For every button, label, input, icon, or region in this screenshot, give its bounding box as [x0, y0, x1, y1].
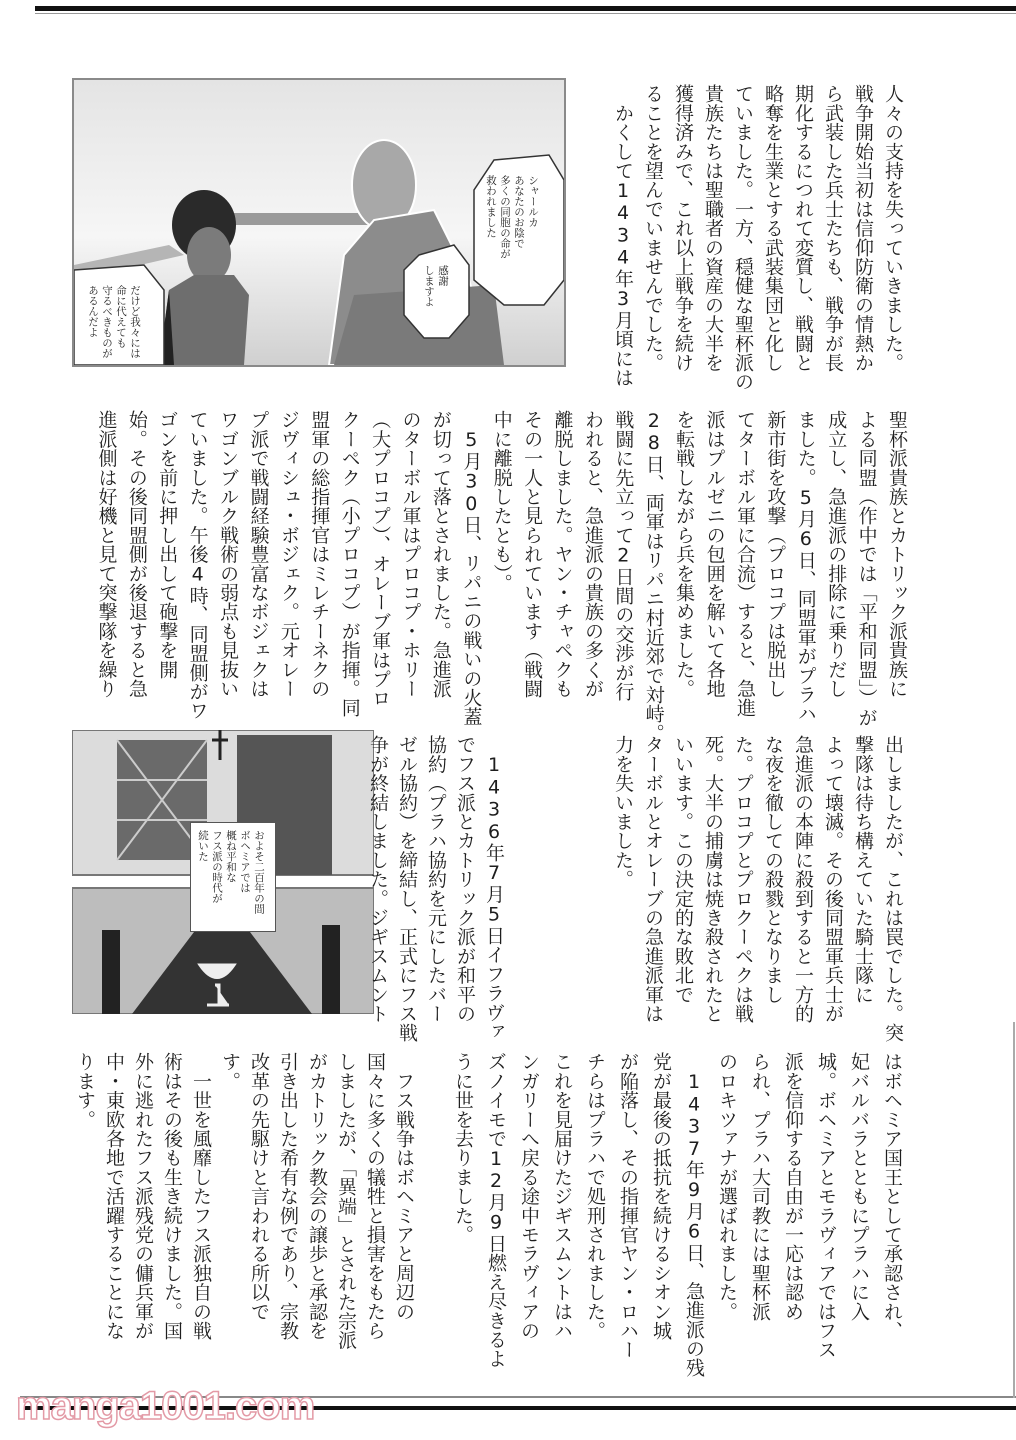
watermark-logo: manga1001.com: [16, 1384, 315, 1428]
text-column: よって壊滅。その後同盟軍兵士が: [822, 735, 844, 1023]
page-edge-tab: [1013, 1022, 1015, 1398]
text-column: 力を失いました。: [612, 735, 634, 889]
bubble-line: 感謝: [437, 265, 449, 286]
text-column: 妃バルバラとともにプラハに入: [848, 1052, 870, 1321]
caption-line: フス派の時代が: [211, 830, 223, 904]
caption-line: およそ二百年の間: [253, 830, 265, 914]
text-column: 人々の支持を失っていきました。: [882, 84, 904, 372]
text-column: 新市街を攻撃（プロコプは脱出し: [764, 410, 787, 698]
text-column: 死。大半の捕虜は焼き殺されたと: [702, 735, 724, 1023]
text-column: 急進派の本陣に殺到すると一方的: [792, 735, 814, 1023]
text-column: 5月30日、リパニの戦いの火蓋: [460, 410, 483, 727]
text-column: ていました。午後4時、同盟側がワ: [186, 410, 209, 721]
bubble-line: しますよ: [423, 265, 435, 307]
text-column: 始。その後同盟側が後退すると急: [125, 410, 148, 698]
text-column: られ、プラハ大司教には聖杯派: [749, 1052, 771, 1321]
text-column: 協約（プラハ協約を元にしたバー: [425, 735, 447, 1023]
text-column: 1437年9月6日、急進派の残: [683, 1052, 705, 1378]
text-column: ていました。一方、穏健な聖杯派の: [732, 84, 754, 392]
text-column: 派はプルゼニの包囲を解いて各地: [703, 410, 726, 698]
text-column: 略奪を生業とする武装集団と化し: [762, 84, 784, 372]
text-column: 争が終結しました。ジギスムント: [367, 735, 389, 1023]
text-block-intro: [608, 84, 908, 392]
text-column: 28日、両軍はリパニ村近郊で対峙。: [642, 410, 665, 743]
text-column: 戦争開始当初は信仰防衛の情熱か: [852, 84, 874, 372]
text-column: 派を信仰する自由が一応は認め: [782, 1052, 804, 1321]
text-column: 貴族たちは聖職者の資産の大半を: [702, 84, 724, 372]
caption-line: 概ね平和な: [225, 830, 237, 883]
text-column: 離脱しました。ヤン・チャペクも: [551, 410, 574, 698]
text-column: ることを望んでいませんでした。: [642, 84, 664, 372]
text-column: 撃隊は待ち構えていた騎士隊に: [852, 735, 874, 1004]
text-column: ズノイモで12月9日燃え尽きるよ: [485, 1052, 507, 1369]
bubble-line: あなたのお陰で: [513, 175, 525, 249]
text-column: うに世を去りました。: [452, 1052, 474, 1244]
text-column: 獲得済みで、これ以上戦争を続け: [672, 84, 694, 372]
text-column: ります。: [74, 1052, 96, 1129]
bubble-line: 救われました: [485, 175, 497, 238]
text-block-battle-of-lipany: [91, 410, 912, 743]
text-column: す。: [219, 1052, 241, 1091]
caption-line: 続いた: [197, 830, 209, 862]
text-column: のロキツァナが選ばれました。: [716, 1052, 738, 1321]
text-column: ら武装した兵士たちも、戦争が長: [822, 84, 844, 372]
text-column: いいます。この決定的な敗北で: [672, 735, 694, 1004]
text-column: が陥落し、その指揮官ヤン・ロハー: [617, 1052, 639, 1360]
text-column: 中に離脱したとも）。: [490, 410, 513, 593]
text-column: ました。5月6日、同盟軍がプラハ: [794, 410, 817, 724]
text-column: が切って落とされました。急進派: [429, 410, 452, 698]
text-column: 外に逃れたフス派残党の傭兵軍が: [132, 1052, 154, 1340]
text-column: 党が最後の抵抗を続けるシオン城: [650, 1052, 672, 1340]
text-column: 国々に多くの犠牲と損害をもたら: [364, 1052, 386, 1340]
text-column: われると、急進派の貴族の多くが: [581, 410, 604, 698]
text-column: 改革の先駆けと言われる所以で: [248, 1052, 270, 1321]
bubble-line: あるんだよ: [87, 285, 99, 338]
text-column: チらはプラハで処刑されました。: [584, 1052, 606, 1340]
text-column: かくして1434年3月頃には: [612, 84, 634, 387]
top-rule-thin: [35, 13, 1016, 14]
caption-line: ボヘミアでは: [239, 830, 251, 893]
text-column: クーペク（小プロコプ）が指揮。同: [338, 410, 361, 718]
text-column: 進派側は好機と見て突撃隊を繰り: [95, 410, 118, 698]
text-column: 術はその後も生き続けました。国: [161, 1052, 183, 1340]
text-column: 盟軍の総指揮官はミレチーネクの: [308, 410, 331, 698]
text-column: 一世を風靡したフス派独自の戦: [190, 1052, 212, 1340]
text-column: た。プロコプとプロクーペクは戦: [732, 735, 754, 1023]
text-column: はボヘミア国王として承認され、: [881, 1052, 903, 1340]
bubble-line: 守るべきものが: [101, 285, 113, 359]
bubble-text-right: [484, 175, 540, 259]
text-column: フス戦争はボヘミアと周辺の: [393, 1052, 415, 1321]
text-column: 城。ボヘミアとモラヴィアではフス: [815, 1052, 837, 1360]
bubble-line: 命に代えても: [115, 285, 127, 348]
manga-panel-two-men: [72, 78, 566, 367]
text-column: 出しましたが、これは罠でした。突: [882, 735, 904, 1043]
text-column: （大プロコプ）、オレーブ軍はプロ: [369, 410, 392, 708]
text-column: のターボル軍はプロコプ・ホリー: [399, 410, 422, 698]
text-column: ターボルとオレーブの急進派軍は: [642, 735, 664, 1023]
bubble-text-thanks: [422, 265, 450, 307]
text-column: 1436年7月5日イフラヴァ: [483, 735, 505, 1041]
manga-panel-church: [72, 730, 374, 1014]
text-column: でフス派とカトリック派が和平の: [454, 735, 476, 1023]
bubble-line: 多くの同胞の命が: [499, 175, 511, 259]
text-column: ゴンを前に押し出して砲撃を開: [156, 410, 179, 679]
text-column: を転戦しながら兵を集めました。: [673, 410, 696, 698]
text-column: ワゴンブルク戦術の弱点も見抜い: [217, 410, 240, 698]
bubble-line: だけど我々には: [129, 285, 141, 359]
text-column: がカトリック教会の譲歩と承認を: [306, 1052, 328, 1340]
text-column: ジヴィシュ・ボジェク。元オレー: [277, 410, 300, 698]
text-column: 戦闘に先立って2日間の交渉が行: [612, 410, 635, 701]
text-column: これを見届けたジギスムントはハ: [551, 1052, 573, 1340]
text-column: 期化するにつれて変質し、戦闘と: [792, 84, 814, 372]
text-column: 中・東欧各地で活躍することにな: [103, 1052, 125, 1340]
text-block-defeat: [608, 735, 908, 1043]
text-column: よる同盟（作中では「平和同盟」）が: [855, 410, 878, 727]
text-column: ゼル協約）を締結し、正式にフス戦: [396, 735, 418, 1043]
text-column: 引き出した希有な例であり、宗教: [277, 1052, 299, 1340]
text-column: その一人と見られています（戦闘: [521, 410, 544, 698]
bubble-line: シャールカ: [527, 175, 539, 228]
text-column: てターボル軍に合流）すると、急進: [733, 410, 756, 718]
text-column: 成立し、急進派の排除に乗りだし: [825, 410, 848, 698]
text-block-sigismund: [446, 1052, 908, 1378]
text-block-basel-compacts: [363, 735, 508, 1043]
caption-text: [196, 830, 266, 914]
text-column: しましたが、「異端」とされた宗派: [335, 1052, 357, 1350]
text-block-conclusion: [70, 1052, 418, 1352]
text-column: 聖杯派貴族とカトリック派貴族に: [886, 410, 908, 698]
top-rule: [35, 6, 1016, 11]
text-column: プ派で戦闘経験豊富なボジェクは: [247, 410, 270, 698]
bubble-text-left: [86, 285, 142, 359]
text-column: な夜を徹しての殺戮となりまし: [762, 735, 784, 1004]
text-column: ンガリーへ戻る途中モラヴィアの: [518, 1052, 540, 1340]
